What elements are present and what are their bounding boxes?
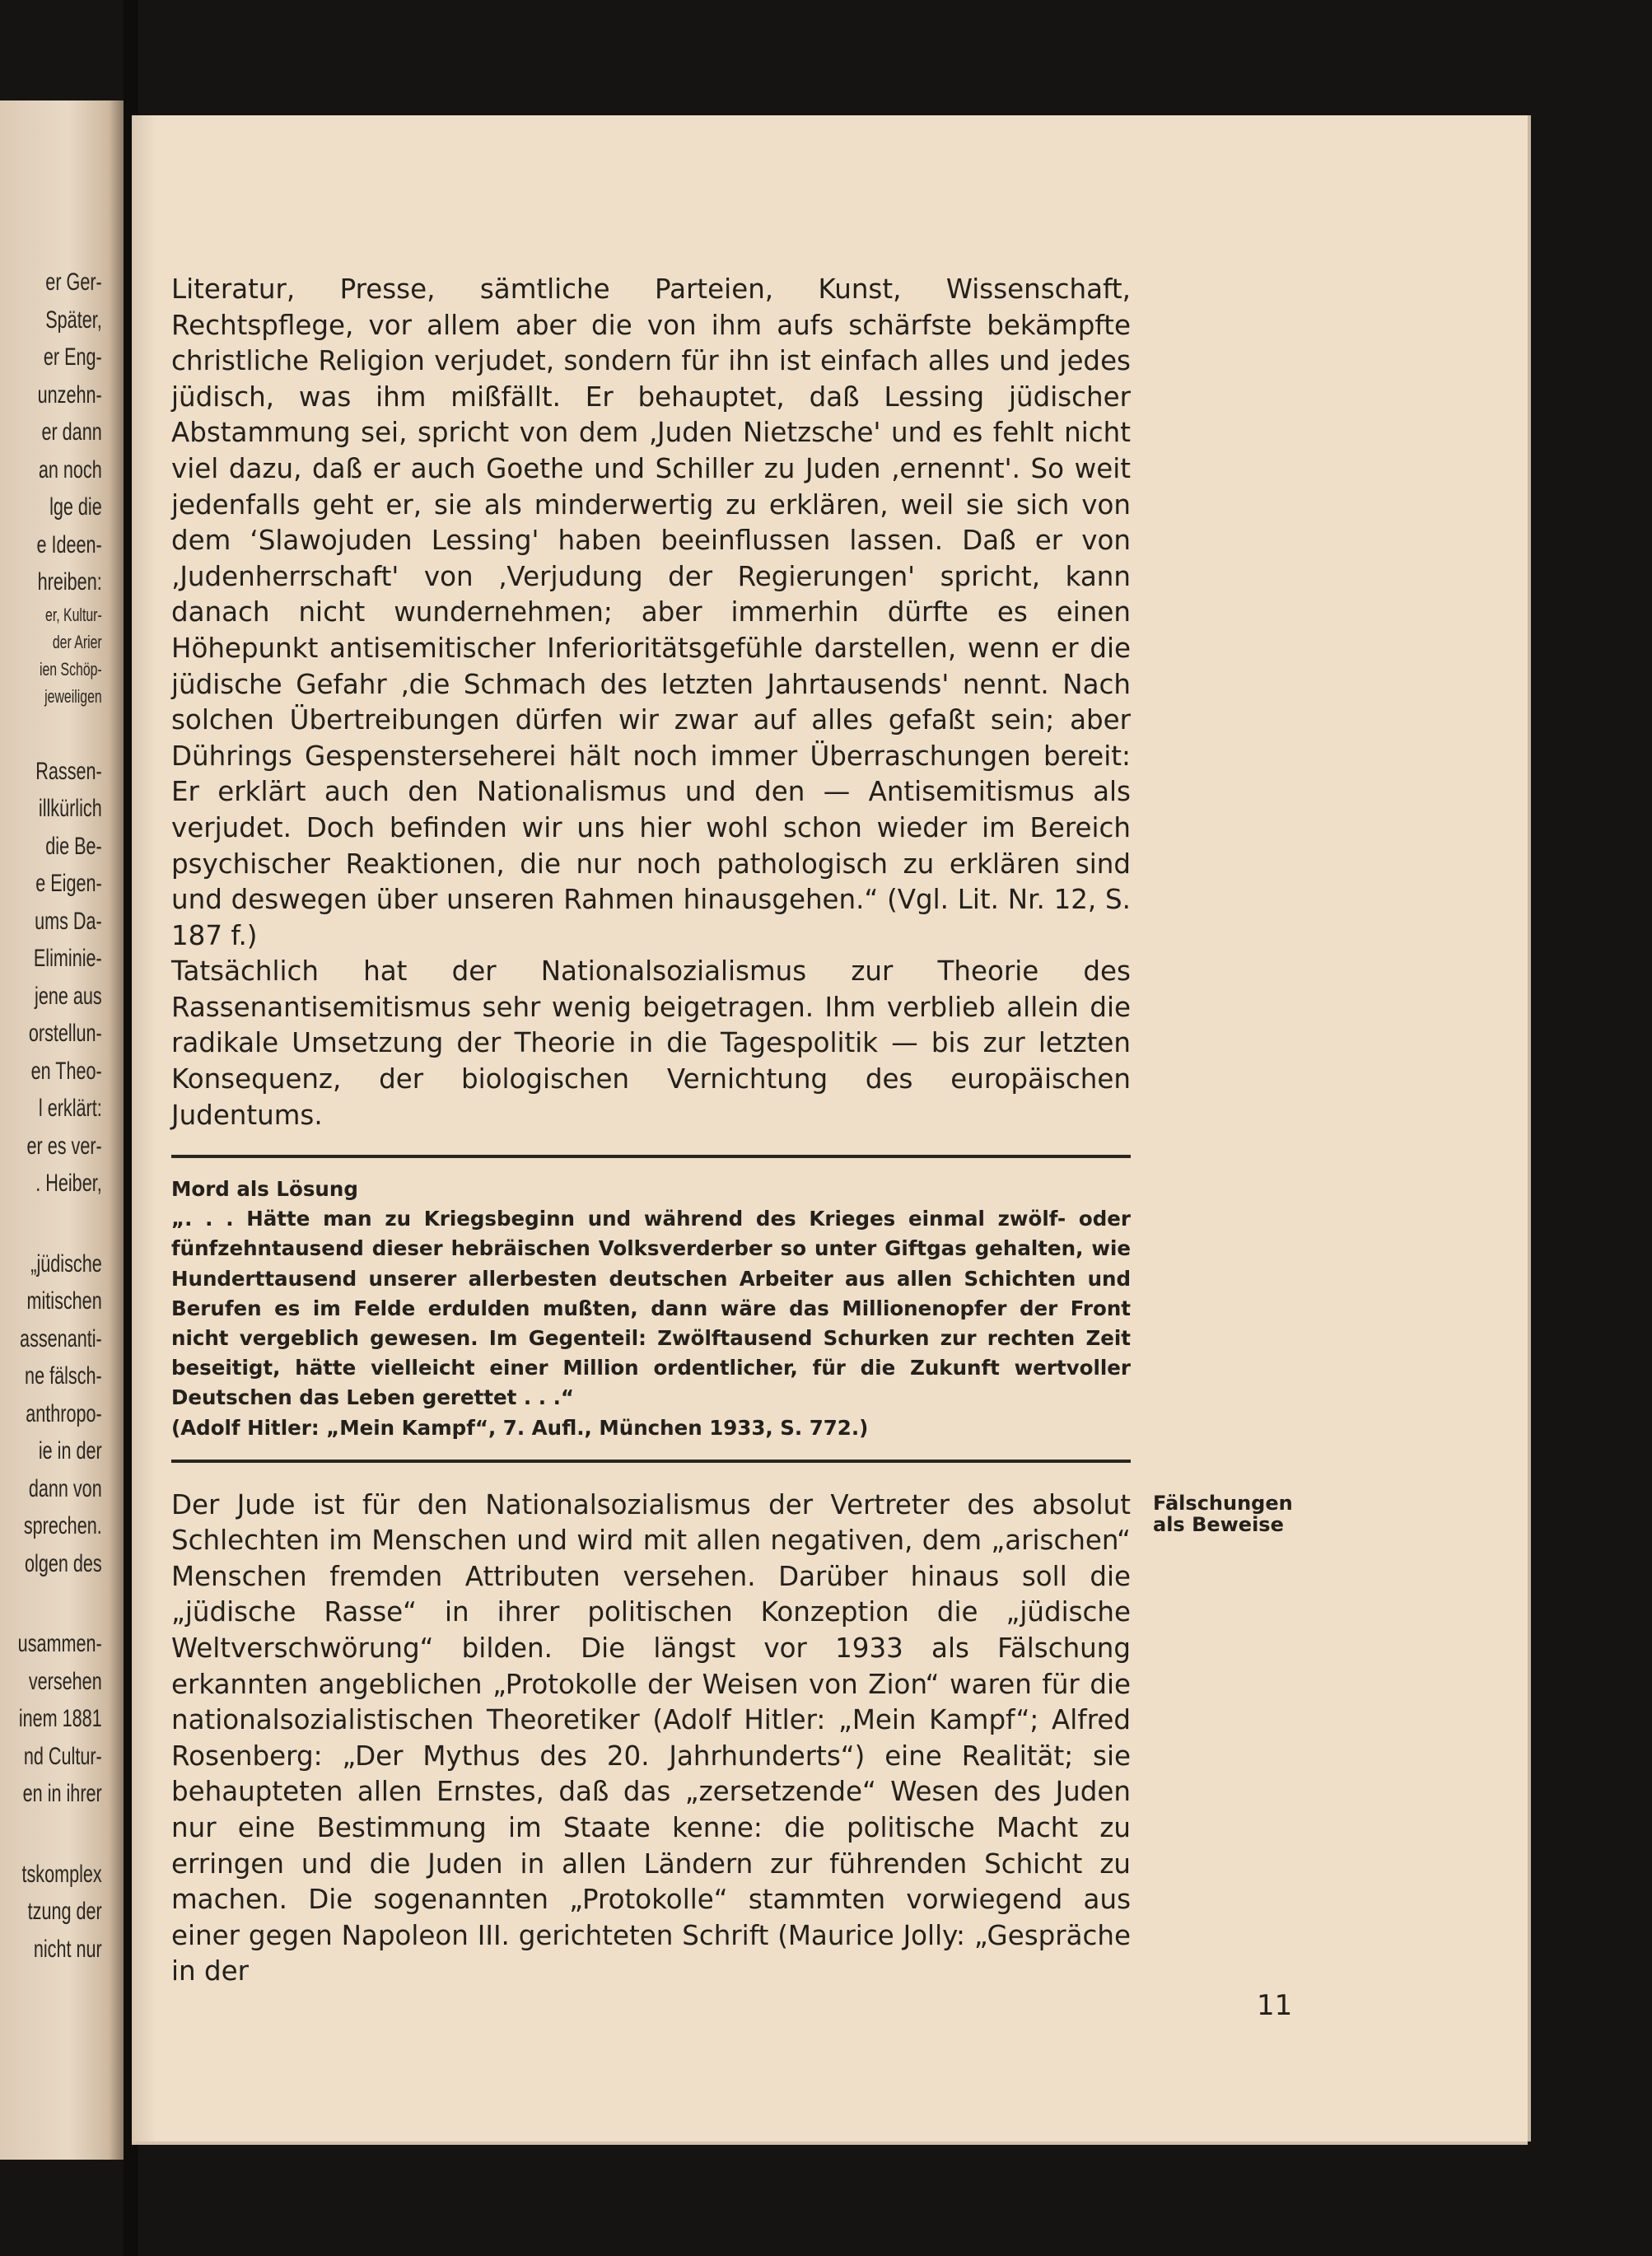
left-gap — [18, 710, 102, 753]
quote-source: (Adolf Hitler: „Mein Kampf“, 7. Aufl., München 1933, S. 772.) — [171, 1415, 869, 1440]
paragraph-1: Literatur, Presse, sämtliche Parteien, Kunst, Wissenschaft, Rechtspflege, vor allem aber die von ihm aufs schärfste bekämpfte christliche Religion verjudet, sondern für ihn ist einfach alles und jedes jüdisch, was ihm mißfällt. Er behauptet, daß Lessing jüdischer Abstammung sei, spricht von dem ‚Juden Nietzsche' und es fehlt nicht viel dazu, daß er auch Goethe und Schiller zu Juden ‚ernennt'. So weit jedenfalls geht er, sie als minderwertig zu erklären, weil sie sich von dem ‘Slawojuden Lessing' haben beeinflussen lassen. Daß er von ‚Judenherrschaft' von ‚Verjudung der Regierungen' spricht, kann danach nicht wundernehmen; aber immerhin dürfte es einen Höhepunkt antisemitischer Inferioritätsgefühle darstellen, wenn er die jüdische Gefahr ‚die Schmach des letzten Jahrtausends' nennt. Nach solchen Übertreibungen dürfen wir zwar auf alles gefaßt sein; aber Dührings Gespensterseherei hält noch immer Überraschungen bereit: Er erklärt auch den Nationalismus und den — Antisemitismus als verjudet. Doch befinden wir uns hier wohl schon wieder im Bereich psychischer Reaktionen, die nur noch pathologisch zu erklären sind und deswegen über unseren Rahmen hinausgehen.“ (Vgl. Lit. Nr. 12, S. 187 f.) — [171, 273, 1131, 951]
left-fragment: orstellun- — [29, 1020, 102, 1047]
left-fragment: an noch — [39, 455, 102, 483]
left-fragment: Rassen- — [35, 757, 102, 785]
quote-heading: Mord als Lösung — [171, 1177, 358, 1202]
left-gap — [18, 1582, 102, 1625]
left-fragment: er es ver- — [26, 1132, 102, 1160]
left-fragment: ne fälsch- — [25, 1362, 103, 1390]
left-fragment: l erklärt: — [39, 1095, 102, 1122]
left-gap — [18, 1813, 102, 1856]
left-fragment: hreiben: — [37, 568, 102, 596]
left-page — [0, 100, 124, 2160]
left-fragment: Eliminie- — [34, 945, 103, 972]
left-fragment: en Theo- — [30, 1057, 102, 1085]
left-fragment: nicht nur — [34, 1935, 102, 1963]
left-fragment: usammen- — [17, 1630, 102, 1657]
left-fragment: e Ideen- — [36, 530, 102, 558]
left-fragment: lge die — [49, 493, 102, 521]
left-fragment: „jüdische — [30, 1249, 102, 1277]
margin-note-line-1: Fälschungen — [1153, 1492, 1293, 1515]
left-fragment: unzehn- — [37, 381, 102, 409]
left-fragment: er Eng- — [44, 343, 102, 371]
main-text-column — [171, 272, 1131, 1990]
left-fragment: . Heiber, — [35, 1170, 102, 1197]
left-fragment: e Eigen- — [35, 870, 102, 897]
quote-bottom-rule — [171, 1460, 1131, 1463]
left-fragment: er Ger- — [45, 269, 102, 296]
left-fragment: ie in der — [39, 1437, 102, 1464]
left-fragment: er, Kultur- — [45, 604, 102, 625]
left-fragment: die Be- — [45, 832, 103, 860]
left-fragment: ien Schöp- — [40, 658, 102, 680]
left-fragment: tzung der — [27, 1898, 102, 1925]
left-fragment: anthropo- — [26, 1399, 102, 1427]
paragraph-3: Der Jude ist für den Nationalsozialismus der Vertreter des absolut Schlechten im Menschen und wird mit allen negativen, dem „arischen“ Menschen fremden Attributen versehen. Darüber hinaus soll die „jüdische Rasse“ in ihrer politischen Konzeption die „jüdische Weltverschwörung“ bilden. Die längst vor 1933 als Fälschung erkannten angeblichen „Protokolle der Weisen von Zion“ waren für die nationalsozialistischen Theoretiker (Adolf Hitler: „Mein Kampf“; Alfred Rosenberg: „Der Mythus des 20. Jahrhunderts“) eine Realität; sie behaupteten allen Ernstes, daß das „zersetzende“ Wesen des Juden nur eine Bestimmung im Staate kenne: die politische Macht zu erringen und die Juden in allen Ländern zur führenden Schicht zu machen. Die sogenannten „Protokolle“ stammten vorwiegend aus einer gegen Napoleon III. gerichteten Schrift (Maurice Jolly: „Gespräche in der — [171, 1488, 1131, 1987]
margin-note-line-2: als Beweise — [1153, 1513, 1284, 1536]
quote-box — [171, 1175, 1131, 1442]
left-fragment: versehen — [29, 1667, 102, 1695]
right-page — [132, 115, 1528, 2142]
left-page-text-fragments — [18, 264, 102, 1968]
paragraph-2: Tatsächlich hat der Nationalsozialismus zur Theorie des Rassenantisemitismus sehr wenig beigetragen. Ihm verblieb allein die radikale Umsetzung der Theorie in die Tagespolitik — bis zur letzten Konsequenz, der biologischen Vernichtung des europäischen Judentums. — [171, 955, 1131, 1131]
left-fragment: sprechen. — [24, 1512, 103, 1539]
left-fragment: assenanti- — [20, 1324, 103, 1352]
left-fragment: dann von — [29, 1474, 102, 1502]
left-fragment: der Arier — [53, 631, 102, 652]
quote-text: „. . . Hätte man zu Kriegsbeginn und während des Krieges einmal zwölf- oder fünfzehntausend dieser hebräischen Volksverderber so unter Giftgas gehalten, wie Hunderttausend unserer allerbesten deutschen Arbeiter aus allen Schichten und Berufen es im Felde erdulden mußten, dann wäre das Millionenopfer der Front nicht vergeblich gewesen. Im Gegenteil: Zwölftausend Schurken zur rechten Zeit beseitigt, hätte vielleicht einer Million ordentlicher, für die Zukunft wertvoller Deutschen das Leben gerettet . . .“ — [171, 1207, 1131, 1410]
margin-note — [1153, 1492, 1293, 1535]
left-gap — [18, 1203, 102, 1245]
left-fragment: ums Da- — [35, 907, 103, 935]
left-fragment: en in ihrer — [22, 1780, 102, 1807]
page-number: 11 — [1257, 1989, 1293, 2022]
left-fragment: nd Cultur- — [24, 1742, 103, 1770]
left-fragment: Später, — [45, 306, 102, 334]
left-fragment: jeweiligen — [44, 685, 103, 707]
left-fragment: tskomplex — [21, 1860, 102, 1888]
left-fragment: illkürlich — [39, 795, 102, 822]
left-fragment: jene aus — [35, 982, 102, 1010]
left-fragment: er dann — [41, 418, 102, 446]
left-fragment: mitischen — [26, 1287, 102, 1315]
left-fragment: olgen des — [25, 1549, 102, 1577]
left-fragment: inem 1881 — [19, 1705, 102, 1732]
quote-top-rule — [171, 1155, 1131, 1158]
